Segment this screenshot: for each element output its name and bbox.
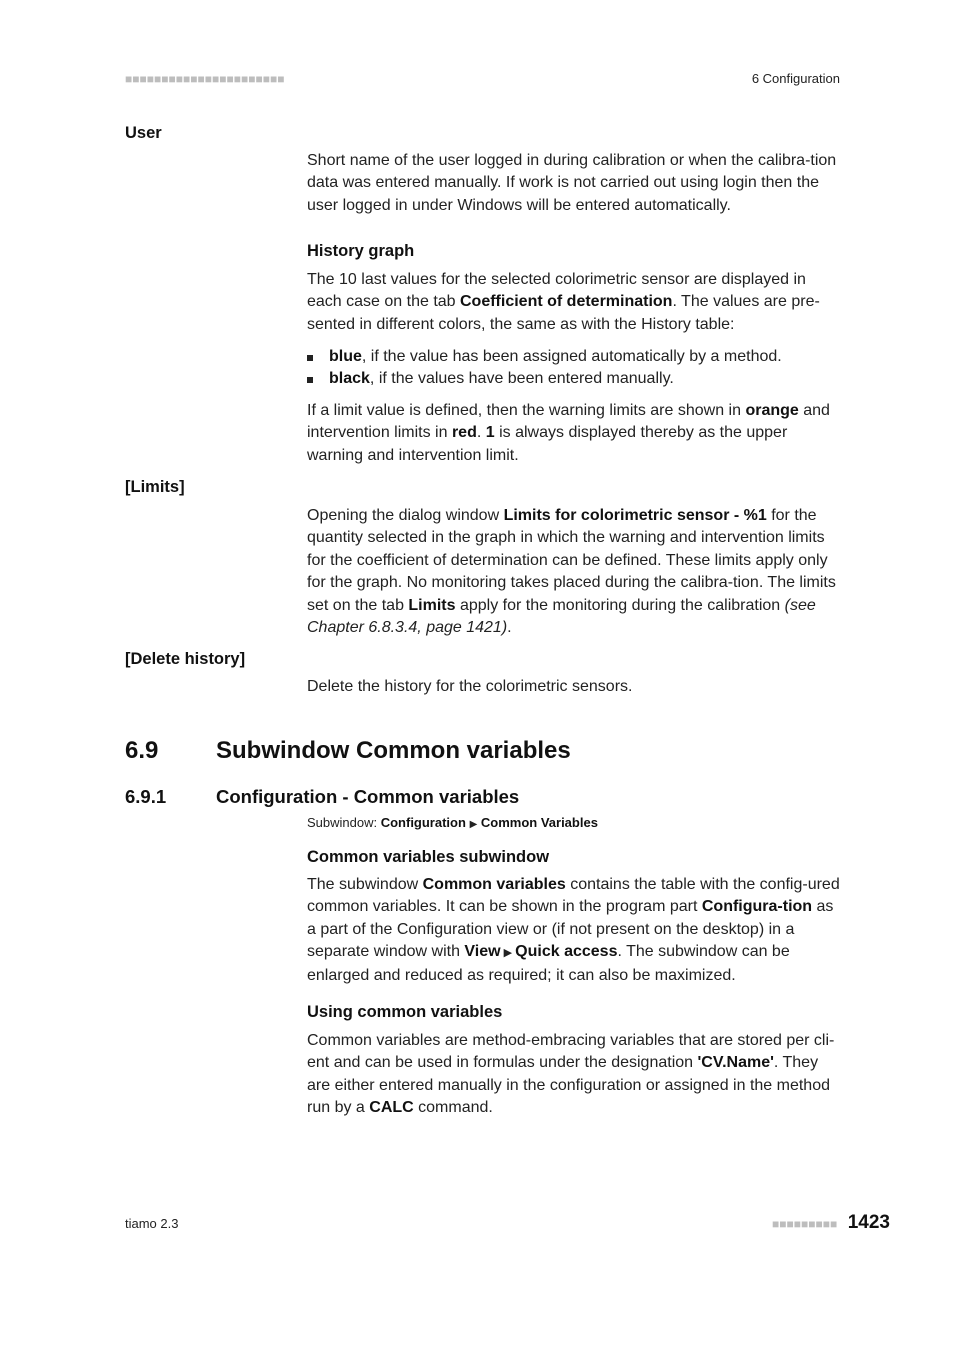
chapter-reference[interactable]: (see Chapter 6.8.3.4, page 1421) [307, 596, 816, 637]
header-dots: ■■■■■■■■■■■■■■■■■■■■■■ [125, 72, 285, 86]
subsection-number: 6.9.1 [125, 786, 167, 807]
using-cv-heading: Using common variables [307, 1003, 503, 1021]
cv-subwindow-heading: Common variables subwindow [307, 848, 550, 866]
footer-dots: ■■■■■■■■■ [772, 1217, 838, 1231]
delete-history-description: Delete the history for the colorimetric sensors. [307, 678, 633, 695]
section-title: Subwindow Common variables [216, 737, 571, 764]
limit-colors-paragraph: If a limit value is defined, then the warning limits are shown in orange and intervention limits in red. 1 is always displayed thereby as the upper warning and intervention limit. [307, 402, 830, 464]
triangle-right-icon: ▶ [469, 819, 478, 830]
term-user: User [125, 124, 162, 142]
header-section: 6 Configuration [751, 71, 840, 86]
term-limits: [Limits] [125, 478, 185, 496]
footer-product: tiamo 2.3 [125, 1216, 179, 1231]
cv-subwindow-paragraph: The subwindow Common variables contains the table with the config-ured common variables. It can be shown in the program part Configura-tion as a part of the Configuration view or (if not present on the desktop) in a separate window with View ▶ Quick access. The subwindow can be enlarged and reduced as required; it can also be maximized. [307, 876, 840, 984]
list-item: black, if the values have been entered manually. [307, 368, 842, 390]
user-description: Short name of the user logged in during calibration or when the calibra-tion data was entered manually. If work is not carried out using login then the user logged in under Windows will be entered automatically. [307, 152, 837, 214]
bullet-square-icon [307, 355, 313, 361]
term-delete-history: [Delete history] [125, 650, 246, 668]
history-graph-paragraph: The 10 last values for the selected colorimetric sensor are displayed in each case on the tab Coefficient of determination. The values are pre-sented in different colors, the same as with the History table: [307, 271, 820, 333]
page-number: 1423 [847, 1212, 890, 1233]
history-graph-heading: History graph [307, 242, 415, 260]
section-number: 6.9 [125, 737, 159, 764]
list-item: blue, if the value has been assigned automatically by a method. [307, 346, 842, 368]
subsection-title: Configuration - Common variables [216, 786, 520, 807]
using-cv-paragraph: Common variables are method-embracing variables that are stored per cli-ent and can be used in formulas under the designation 'CV.Name'. They are either entered manually in the configuration or assigned in the method run by a CALC command. [307, 1032, 835, 1117]
bullet-square-icon [307, 377, 313, 383]
breadcrumb: Subwindow: Configuration ▶ Common Variables [307, 815, 598, 830]
limits-description: Opening the dialog window Limits for colorimetric sensor - %1 for the quantity selected in the graph in which the warning and intervention limits for the coefficient of determination can be defined. These limits apply only for the graph. No monitoring takes placed during the calibra-tion. The limits set on the tab Limits apply for the monitoring during the calibration (see Chapter 6.8.3.4, page 1421). [307, 507, 836, 637]
